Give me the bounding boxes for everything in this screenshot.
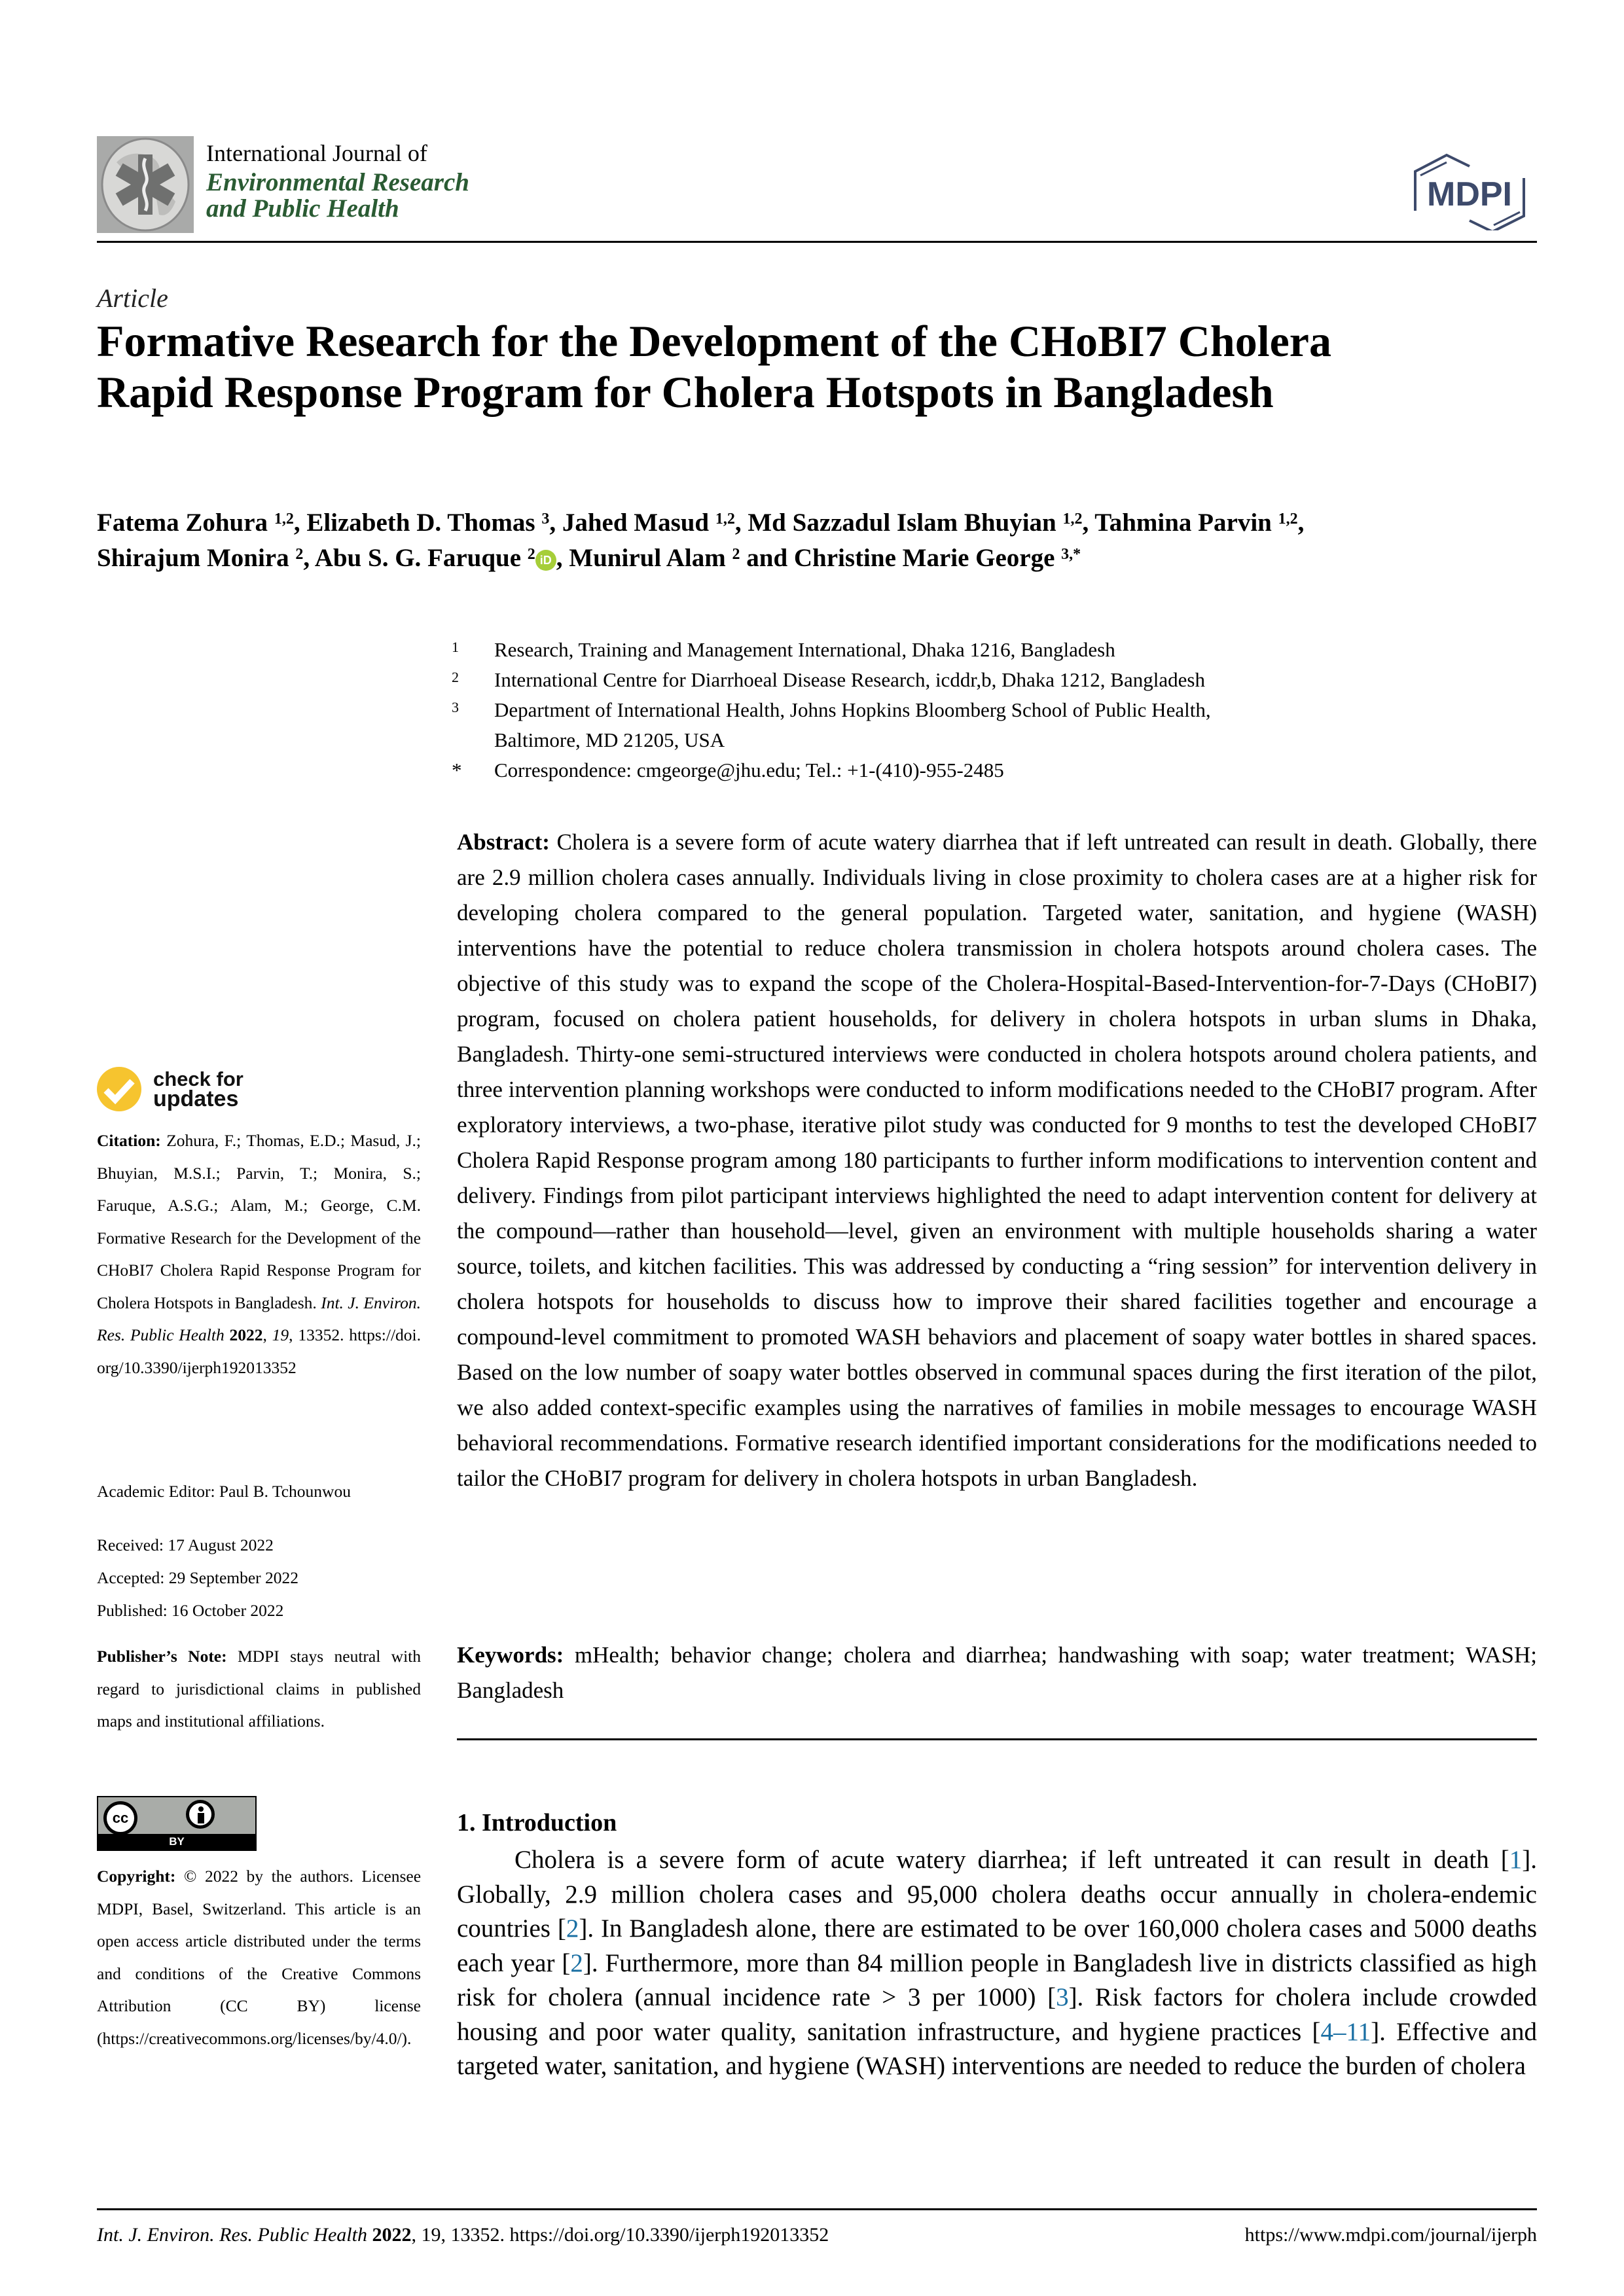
globe-star-of-life-icon — [97, 136, 194, 233]
copyright-label: Copyright: — [97, 1867, 176, 1886]
author-affiliation-mark: 3,* — [1061, 546, 1081, 563]
author-name[interactable]: Christine Marie George — [793, 544, 1062, 572]
author-name[interactable]: Shirajum Monira — [97, 544, 296, 572]
author-name[interactable]: Munirul Alam — [569, 544, 732, 572]
affiliation-item — [452, 755, 1538, 785]
affiliation-text: Correspondence: cmgeorge@jhu.edu; Tel.: +1-(410)-955-2485 — [494, 759, 1004, 781]
footer-journal: Int. J. Environ. Res. Public Health — [97, 2224, 367, 2246]
svg-text:MDPI: MDPI — [1427, 175, 1512, 213]
citation-link[interactable]: 2 — [570, 1948, 583, 1977]
article-type: Article — [97, 283, 168, 313]
footer-doi-link[interactable]: , 19, 13352. https://doi.org/10.3390/ijerph192013352 — [411, 2224, 829, 2246]
abstract — [457, 825, 1537, 1496]
accepted-date: Accepted: 29 September 2022 — [97, 1568, 299, 1587]
footer-divider — [97, 2208, 1537, 2210]
affiliation-text: Research, Training and Management International, Dhaka 1216, Bangladesh — [494, 638, 1115, 661]
affiliation-item — [452, 695, 1538, 725]
citation-link[interactable]: 3 — [1056, 1983, 1069, 2011]
citation-volume: 19 — [272, 1325, 289, 1344]
affiliation-mark: * — [452, 759, 462, 781]
author-affiliation-mark: 1,2 — [1062, 511, 1083, 528]
author-affiliation-mark: 1,2 — [1278, 511, 1298, 528]
journal-logo — [97, 136, 194, 233]
mdpi-hexagon-icon — [1407, 152, 1532, 230]
author-affiliation-mark: 3 — [541, 511, 550, 528]
attribution-person-icon — [186, 1800, 215, 1829]
author-name[interactable]: Md Sazzadul Islam Bhuyian — [748, 509, 1063, 537]
published-date: Published: 16 October 2022 — [97, 1601, 284, 1620]
author-affiliation-mark: 2 — [295, 546, 304, 563]
footer-citation — [97, 2224, 829, 2246]
header-divider — [97, 241, 1537, 243]
by-label: BY — [98, 1834, 255, 1850]
citation-link[interactable]: 2 — [566, 1914, 579, 1943]
author-name[interactable]: Jahed Masud — [562, 509, 715, 537]
journal-name-line3: and Public Health — [206, 194, 399, 223]
publisher-note-label: Publisher’s Note: — [97, 1647, 227, 1666]
author-affiliation-mark: 1,2 — [715, 511, 735, 528]
received-date: Received: 17 August 2022 — [97, 1535, 274, 1554]
footer-year: 2022 — [372, 2224, 412, 2246]
citation-year: 2022 — [229, 1325, 263, 1344]
copyright-text: © 2022 by the authors. Licensee MDPI, Basel, Switzerland. This article is an open access article distributed under the terms and conditions of the Creative Commons Attribution (CC BY) license (https://creativecommons.org/licenses/by/4.0/). — [97, 1867, 422, 2048]
affiliation-mark: 3 — [452, 699, 459, 715]
journal-name-line1: International Journal of — [206, 140, 427, 166]
affiliation-mark: 1 — [452, 639, 459, 655]
affiliation-text: Baltimore, MD 21205, USA — [494, 728, 725, 751]
author-list: Fatema Zohura $^{1,2}$, Elizabeth D. Thomas $^3$, Jahed Masud $^{1,2}$, Md Sazzadul Islam Bhuyian $^{1,2}$, Tahmina Parvin $^{1,2}$, Shirajum Monira $^2$, Abu S. G. Faruque $^2$ iD , Munirul Alam $^2$ and Christine Marie George $^{3,*}$ — [97, 509, 1305, 572]
author-affiliation-mark: 2 — [527, 546, 535, 563]
mdpi-logo[interactable] — [1407, 152, 1532, 230]
introduction-paragraph: Cholera is a severe form of acute watery diarrhea; if left untreated it can result in death [1]. Globally, 2.9 million cholera cases and 95,000 cholera deaths occur annually in cholera-endemic countries [2]. In Bangladesh alone, there are estimated to be over 160,000 cholera cases and 5000 deaths each year [2]. Furthermore, more than 84 million people in Bangladesh live in districts classified as high risk for cholera (annual incidence rate > 3 per 1000) [3]. Risk factors for cholera include crowded housing and poor water quality, sanitation infrastructure, and hygiene practices [4–11]. Effective and targeted water, sanitation, and hygiene (WASH) interventions are needed to reduce the burden of cholera — [457, 1846, 1537, 2080]
citation-journal: Int. J. Environ. Res. Public Health — [97, 1293, 421, 1344]
section-divider — [457, 1738, 1537, 1740]
author-affiliation-mark: 2 — [732, 546, 740, 563]
academic-editor: Academic Editor: Paul B. Tchounwou — [97, 1482, 351, 1501]
journal-name-line2: Environmental Research — [206, 168, 469, 196]
author-name[interactable]: Fatema Zohura — [97, 509, 274, 537]
affiliation-item — [452, 635, 1538, 665]
affiliation-text: International Centre for Diarrhoeal Disease Research, icddr,b, Dhaka 1212, Bangladesh — [494, 668, 1205, 691]
affiliations — [452, 635, 1538, 785]
citation-text: Zohura, F.; Thomas, E.D.; Masud, J.; Bhuyian, M.S.I.; Parvin, T.; Monira, S.; Faruque, A.S.G.; Alam, M.; George, C.M. Formative Research for the Development of the CHoBI7 Cholera Rapid Response Program for Cholera Hotspots in Bangladesh. — [97, 1131, 422, 1312]
affiliation-mark — [452, 723, 494, 753]
cc-icon: cc — [103, 1801, 137, 1835]
affiliation-text: Department of International Health, Johns Hopkins Bloomberg School of Public Health, — [494, 698, 1211, 721]
check-for-updates-button[interactable] — [97, 1067, 244, 1111]
publisher-note-text: MDPI stays neutral with regard to jurisdictional claims in published maps and institutional affiliations. — [97, 1647, 422, 1731]
publisher-note — [97, 1640, 421, 1738]
checkmark-icon — [97, 1067, 141, 1111]
section-heading-introduction: 1. Introduction — [457, 1809, 617, 1837]
citation-block: Citation: Zohura, F.; Thomas, E.D.; Masud, J.; Bhuyian, M.S.I.; Parvin, T.; Monira, S.; Faruque, A.S.G.; Alam, M.; George, C.M. Formative Research for the Development of the CHoBI7 Cholera Rapid Response Program for Cholera Hotspots in Bangladesh. Int. J. Environ. Res. Public Health 2022, 19, 13352. https://doi.org/10.3390/ijerph192013352 — [97, 1131, 422, 1377]
footer-journal-url[interactable]: https://www.mdpi.com/journal/ijerph — [1244, 2224, 1537, 2246]
citation-label: Citation: — [97, 1131, 161, 1150]
affiliation-mark: 2 — [452, 669, 459, 685]
article-title: Formative Research for the Development of the CHoBI7 Cholera Rapid Response Program for Cholera Hotspots in Bangladesh — [97, 316, 1331, 417]
citation-link[interactable]: 4–11 — [1320, 2017, 1371, 2046]
keywords — [457, 1638, 1537, 1708]
author-name[interactable]: Tahmina Parvin — [1094, 509, 1278, 537]
orcid-icon[interactable]: iD — [535, 550, 556, 571]
check-for-updates-label: check for updates — [153, 1067, 244, 1111]
author-affiliation-mark: 1,2 — [274, 511, 294, 528]
citation-link[interactable]: 1 — [1509, 1846, 1523, 1874]
affiliation-item — [452, 665, 1538, 695]
author-name[interactable]: Elizabeth D. Thomas — [306, 509, 542, 537]
affiliation-item — [452, 725, 1538, 755]
keywords-text: mHealth; behavior change; cholera and diarrhea; handwashing with soap; water treatment; WASH; Bangladesh — [457, 1642, 1538, 1703]
citation-doi-link[interactable]: 13352. https://doi.org/10.3390/ijerph192013352 — [97, 1325, 422, 1377]
abstract-label: Abstract: — [457, 829, 550, 855]
keywords-label: Keywords: — [457, 1642, 564, 1668]
cc-by-license-badge[interactable] — [97, 1796, 257, 1851]
copyright-block — [97, 1860, 421, 2054]
abstract-text: Cholera is a severe form of acute watery diarrhea that if left untreated can result in death. Globally, there are 2.9 million cholera cases annually. Individuals living in close proximity to cholera cases are at a higher risk for developing cholera compared to the general population. Targeted water, sanitation, and hygiene (WASH) interventions have the potential to reduce cholera transmission in cholera hotspots around cholera cases. The objective of this study was to expand the scope of the Cholera-Hospital-Based-Intervention-for-7-Days (CHoBI7) program, focused on cholera patient households, for delivery in cholera hotspots in urban slums in Dhaka, Bangladesh. Thirty-one semi-structured interviews were conducted in cholera hotspots around cholera patients, and three intervention planning workshops were conducted to inform modifications needed to the CHoBI7 program. After exploratory interviews, a two-phase, iterative pilot study was conducted for 9 months to test the developed CHoBI7 Cholera Rapid Response program among 180 participants to further inform modifications to intervention content and delivery. Findings from pilot participant interviews highlighted the need to adapt intervention content for delivery at the compound—rather than household—level, given an environment with multiple households sharing a water source, toilets, and kitchen facilities. This was addressed by conducting a “ring session” for intervention delivery in cholera hotspots for households to discuss how to improve their shared facilities together and encourage a compound-level commitment to promoted WASH behaviors and placement of soapy water bottles in shared spaces. Based on the low number of soapy water bottles observed in communal spaces during the first iteration of the pilot, we also added context-specific examples using the narratives of families in mobile messages to encourage WASH behavioral recommendations. Formative research identified important considerations for the modifications needed to tailor the CHoBI7 program for delivery in cholera hotspots in urban Bangladesh. — [457, 829, 1538, 1491]
author-name[interactable]: Abu S. G. Faruque — [314, 544, 528, 572]
